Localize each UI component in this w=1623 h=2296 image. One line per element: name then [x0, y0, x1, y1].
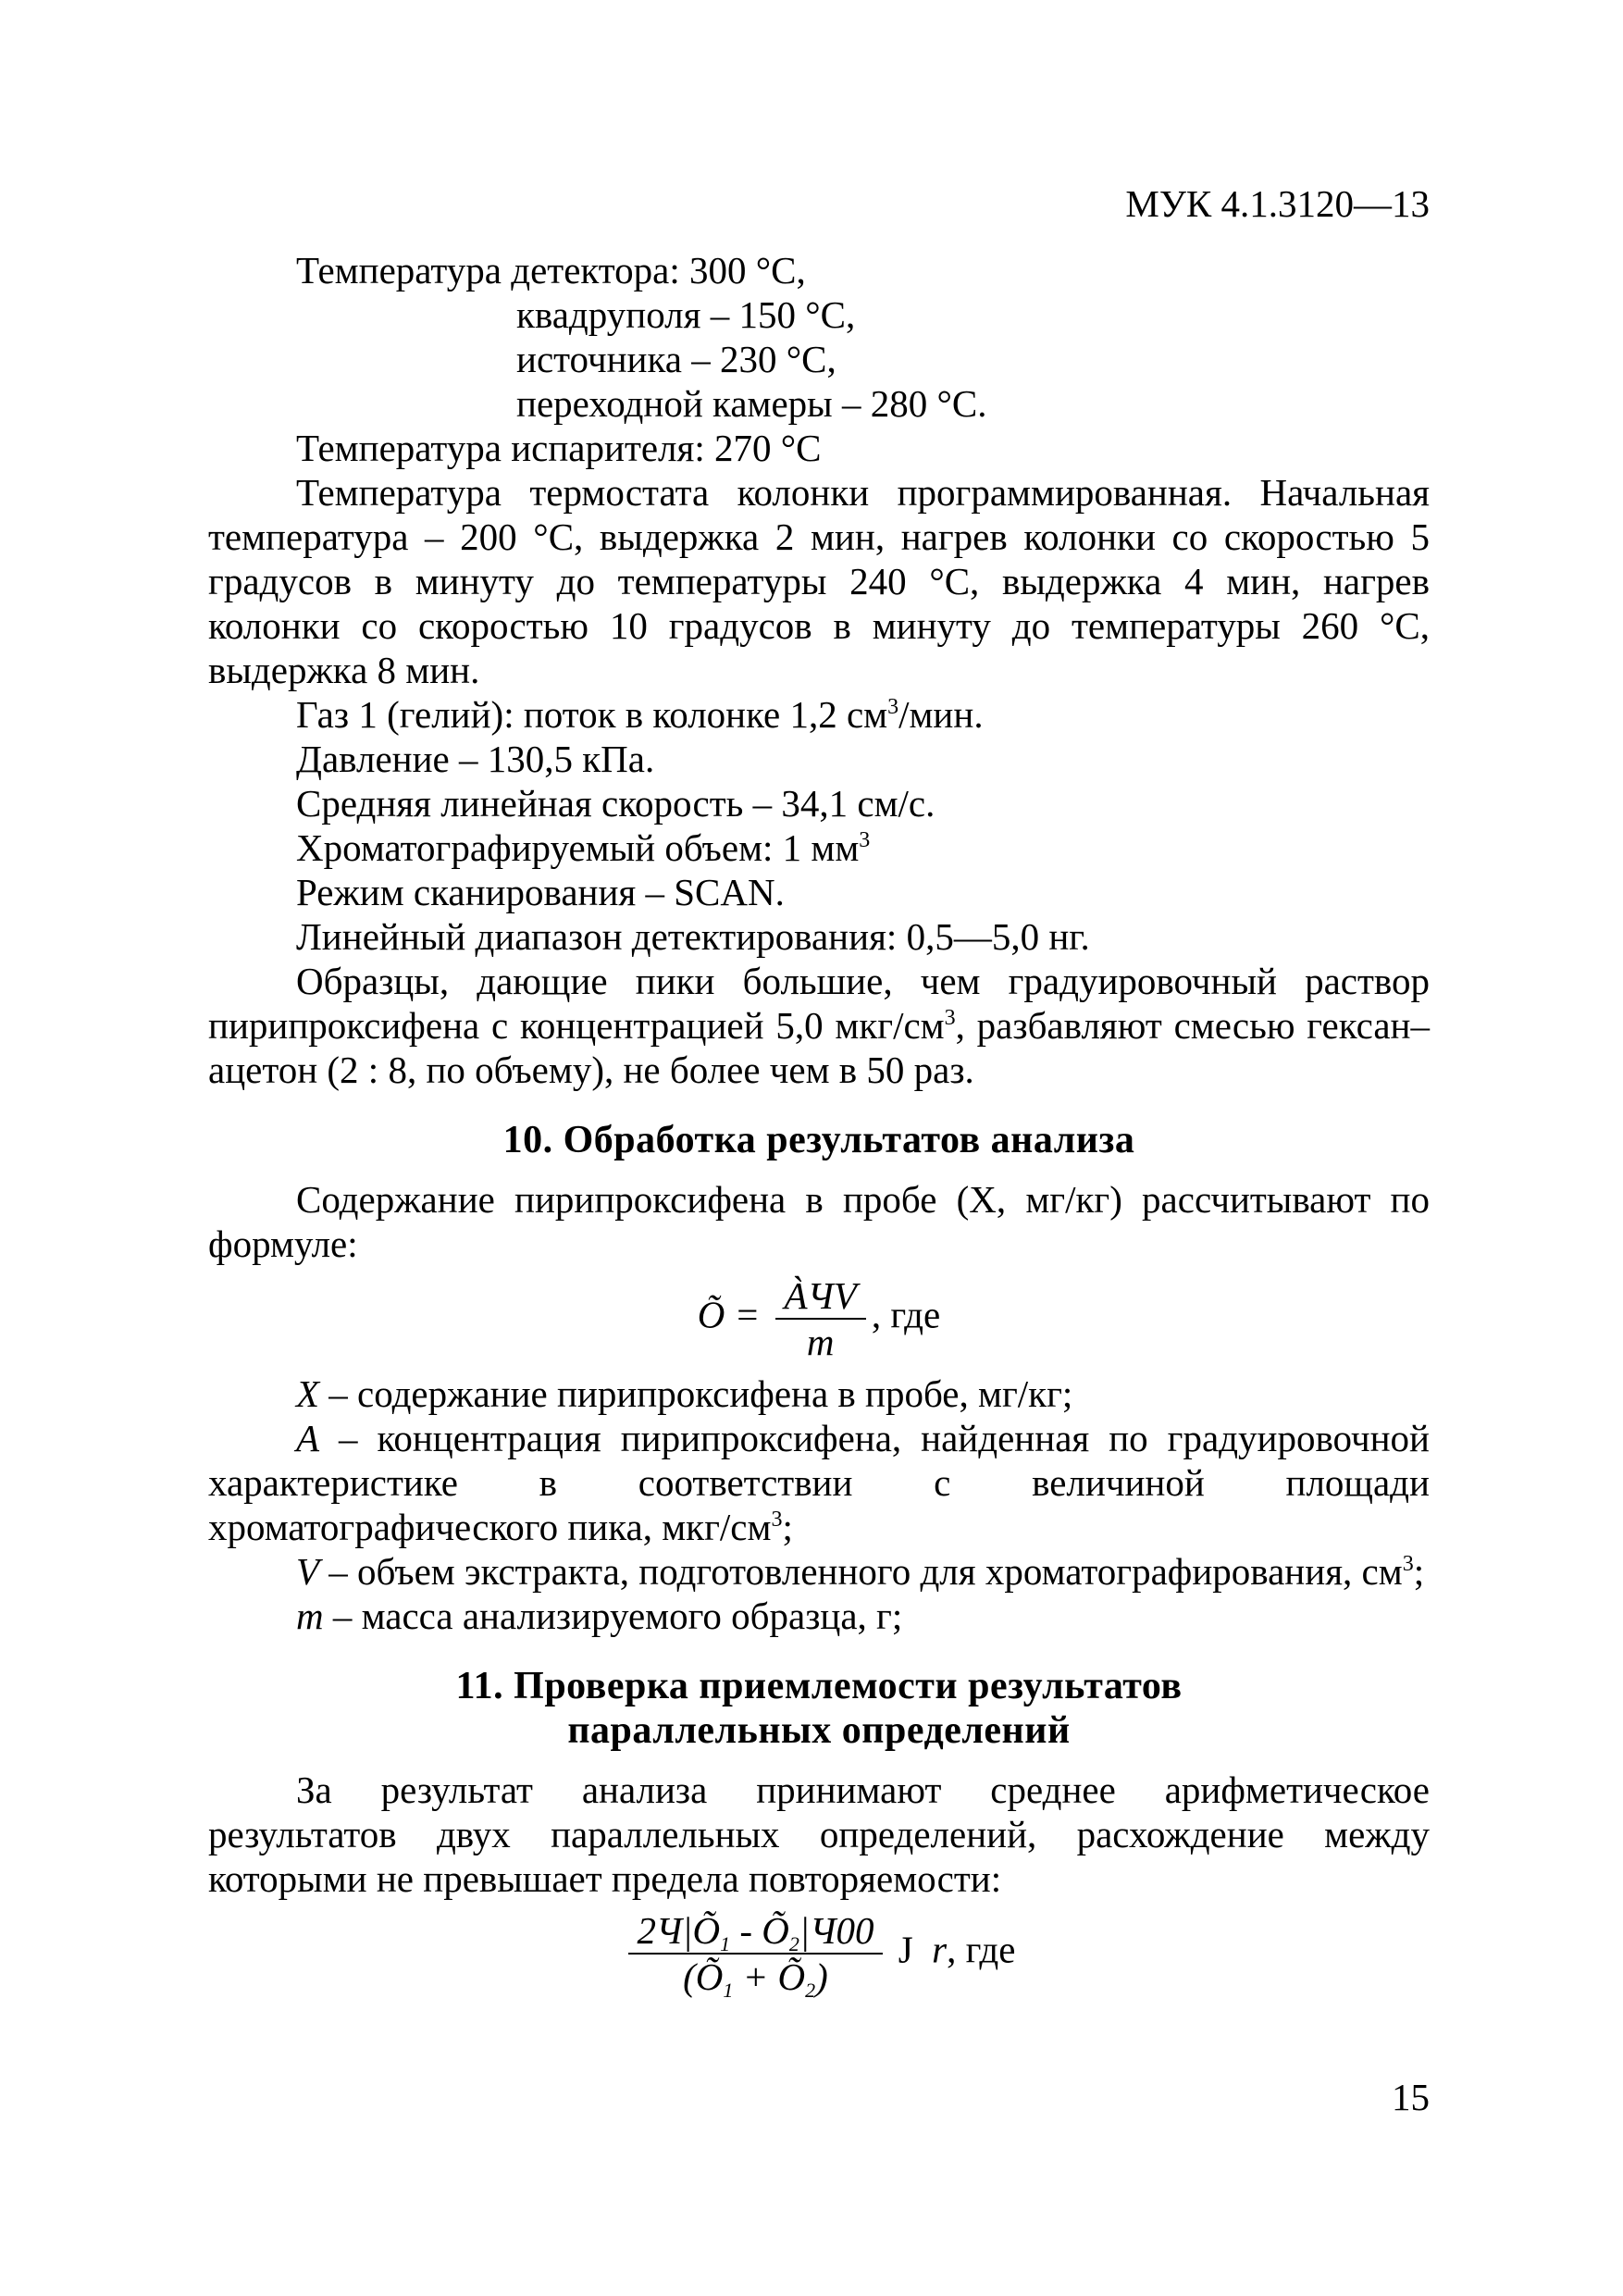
section-10-heading: 10. Обработка результатов анализа — [502, 1119, 1135, 1161]
document-page — [208, 181, 1430, 2006]
definition-a-end: ; — [782, 1506, 793, 1548]
formula-denominator: m — [806, 1321, 835, 1363]
symbol-r: r — [932, 1928, 948, 1971]
gas-flow-tail: /мин. — [898, 693, 984, 736]
dilution-text-a: Образцы, дающие пики большие, чем градуировочный раствор пирипроксифена с концентрацией 5,0 мкг/см — [208, 960, 1430, 1047]
velocity-line: Средняя линейная скорость – 34,1 см/с. — [296, 782, 935, 825]
definition-x-text: – содержание пирипроксифена в пробе, мг/кг; — [319, 1372, 1073, 1415]
gas-flow-line — [208, 692, 1430, 737]
den-index-1: 1 — [723, 1979, 734, 2002]
dilution-text-b: , разбавляют смесью гексан–ацетон (2 : 8, по объему), не более чем в 50 раз. — [208, 1004, 1430, 1091]
transfer-chamber-temp-line: переходной камеры – 280 °С. — [516, 382, 987, 425]
section-11-heading-line1: 11. Проверка приемлемости результатов — [455, 1665, 1183, 1707]
symbol-x: X — [296, 1372, 320, 1415]
symbol-v: V — [296, 1550, 320, 1593]
num-index-1: 1 — [720, 1932, 731, 1955]
repeatability-denominator — [628, 1955, 884, 2002]
symbol-a: A — [296, 1417, 320, 1459]
definition-a-superscript: 3 — [771, 1508, 783, 1532]
den-part-b: + Õ — [733, 1955, 806, 1998]
section-10-intro: Содержание пирипроксифена в пробе (X, мг/кг) рассчитывают по формуле: — [208, 1178, 1430, 1265]
relation-symbol: J — [898, 1928, 913, 1971]
definition-v-text: – объем экстракта, подготовленного для хроматографирования, см — [319, 1550, 1403, 1593]
den-part-a: (Õ — [683, 1955, 724, 1998]
num-index-2: 2 — [788, 1932, 799, 1955]
definition-v-end: ; — [1413, 1550, 1425, 1593]
definition-m-text: – масса анализируемого образца, г; — [323, 1595, 903, 1637]
definition-v-superscript: 3 — [1402, 1552, 1414, 1576]
formula-fraction — [775, 1273, 866, 1364]
concentration-formula — [208, 1273, 1430, 1364]
linear-range-line: Линейный диапазон детектирования: 0,5—5,0 нг. — [296, 915, 1090, 958]
gas-flow-superscript: 3 — [887, 695, 899, 719]
symbol-m: m — [296, 1595, 324, 1637]
source-temp-line: источника – 230 °С, — [516, 338, 836, 380]
num-part-a: 2Ч|Õ — [637, 1909, 721, 1952]
definition-a-text: – концентрация пирипроксифена, найденная по градуировочной характеристике в соответствии с величиной площади хроматографического пика, мкг/см — [208, 1417, 1430, 1548]
evaporator-temp-line: Температура испарителя: 270 °С — [296, 427, 822, 469]
num-part-c: |Ч00 — [799, 1909, 874, 1952]
repeatability-formula — [208, 1908, 1430, 2002]
injection-volume-line — [208, 825, 1430, 870]
repeatability-fraction — [628, 1908, 884, 2002]
formula-lhs: Õ = — [697, 1293, 761, 1336]
repeatability-where: , где — [947, 1928, 1016, 1971]
definition-a — [208, 1416, 1430, 1549]
definition-m — [208, 1594, 1430, 1638]
gas-flow-text: Газ 1 (гелий): поток в колонке 1,2 см — [296, 693, 888, 736]
repeatability-numerator — [628, 1908, 884, 1955]
page-number: 15 — [1392, 2076, 1430, 2118]
dilution-superscript: 3 — [944, 1006, 956, 1030]
dilution-paragraph — [208, 959, 1430, 1092]
section-11-paragraph: За результат анализа принимают среднее арифметическое результатов двух параллельных определений, расхождение между которыми не превышает предела повторяемости: — [208, 1769, 1430, 1900]
num-part-b: - Õ — [730, 1909, 789, 1952]
section-11-heading-line2: параллельных определений — [567, 1709, 1071, 1752]
den-index-2: 2 — [805, 1979, 816, 2002]
formula-numerator: ÀЧV — [775, 1273, 866, 1320]
detector-temp-line: Температура детектора: 300 °С, — [296, 249, 806, 292]
injection-volume-text: Хроматографируемый объем: 1 мм — [296, 826, 860, 869]
injection-volume-superscript: 3 — [859, 828, 871, 852]
quadrupole-temp-line: квадруполя – 150 °С, — [516, 293, 856, 336]
scan-mode-line: Режим сканирования – SCAN. — [296, 871, 785, 913]
formula-where: , где — [871, 1293, 941, 1336]
definition-x — [208, 1371, 1430, 1416]
den-part-c: ) — [815, 1955, 828, 1998]
definition-v — [208, 1549, 1430, 1594]
document-code-header: МУК 4.1.3120—13 — [1125, 182, 1430, 225]
pressure-line: Давление – 130,5 кПа. — [296, 738, 655, 780]
thermostat-program-paragraph: Температура термостата колонки программированная. Начальная температура – 200 °С, выдержка 2 мин, нагрев колонки со скоростью 5 градусов в минуту до температуры 240 °С, выдержка 4 мин, нагрев колонки со скоростью 10 градусов в минуту до температуры 260 °С, выдержка 8 мин. — [208, 471, 1430, 691]
section-11-heading — [208, 1664, 1430, 1753]
